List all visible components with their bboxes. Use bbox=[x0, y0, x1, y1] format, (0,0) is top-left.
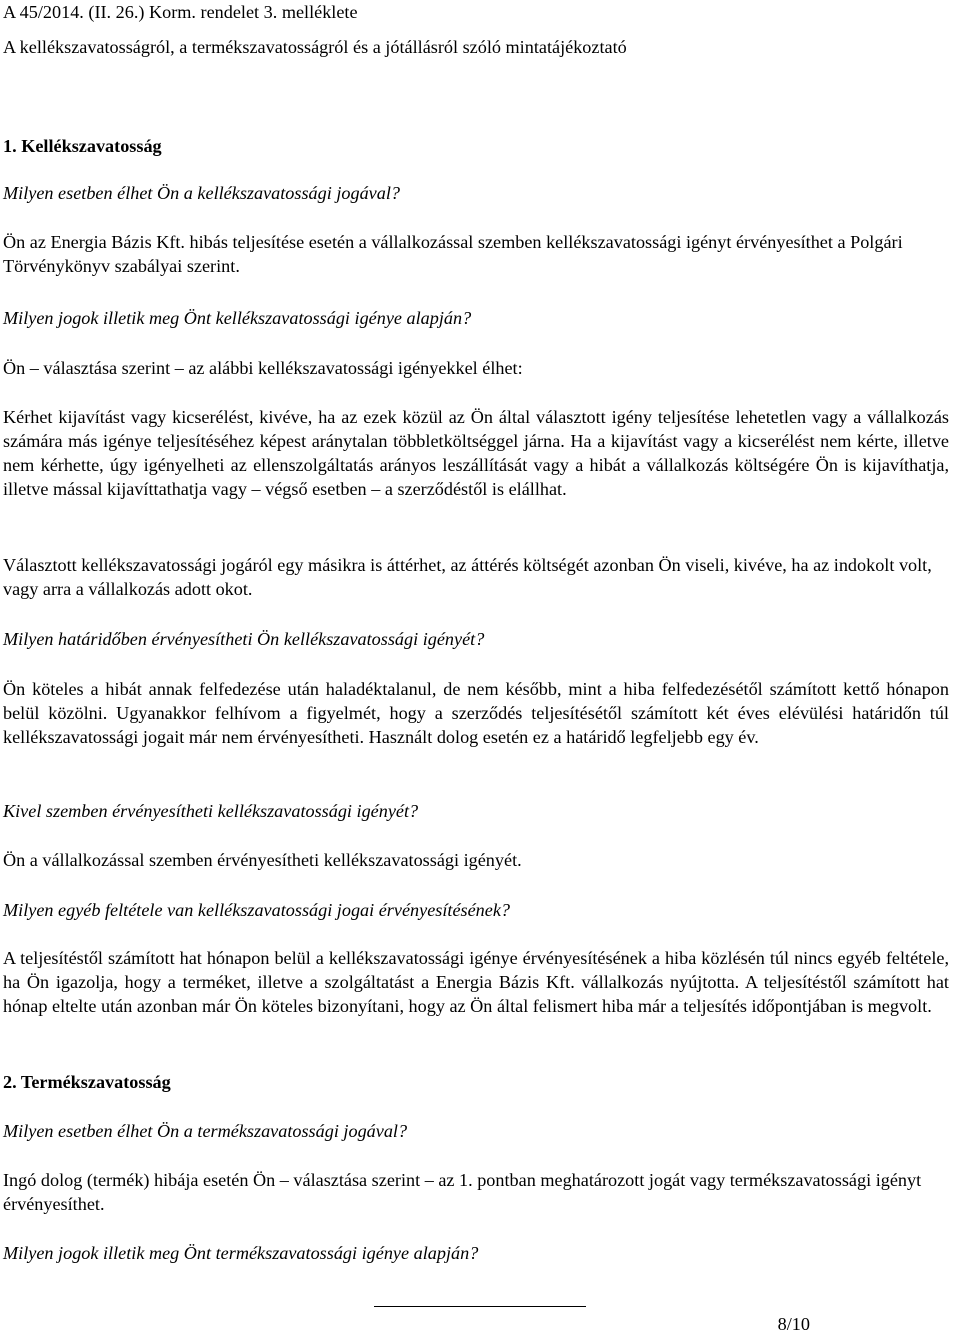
section-heading-termekszavatossag: 2. Termékszavatosság bbox=[3, 1072, 171, 1092]
answer-other-conditions: A teljesítéstől számított hat hónapon belül a kellékszavatossági igénye érvényesítésének a hiba közlésén túl nincs egyéb feltétele, ha Ön igazolja, hogy a terméket, illetve a szolgáltatást a Energia Bázis Kft. vállalkozás nyújtotta. A teljesítéstől számított hat hónap eltelte után azonban már Ön köteles bizonyítani, hogy az Ön által felismert hiba már a teljesítés időpontjában is megvolt. bbox=[3, 948, 949, 1016]
document-title: A kellékszavatosságról, a termékszavatosságról és a jótállásról szóló mintatájékoztató bbox=[3, 37, 627, 57]
answer-deadline: Ön köteles a hibát annak felfedezése után haladéktalanul, de nem később, mint a hiba felfedezésétől számított kettő hónapon belül közölni. Ugyanakkor felhívom a figyelmét, hogy a szerződés teljesítésétől számított két éves elévülési határidőn túl kellékszavatossági jogait már nem érvényesítheti. Használt dolog esetén ez a határidő legfeljebb egy év. bbox=[3, 679, 949, 747]
answer-when-right: Ön az Energia Bázis Kft. hibás teljesítése esetén a vállalkozással szemben kellékszavatossági igényt érvényesíthet a Polgári Törvénykönyv szabályai szerint. bbox=[3, 232, 903, 276]
page-number: 8/10 bbox=[777, 1314, 810, 1334]
regulation-reference: A 45/2014. (II. 26.) Korm. rendelet 3. melléklete bbox=[3, 2, 358, 22]
answer-rights-body: Kérhet kijavítást vagy kicserélést, kivéve, ha az ezek közül az Ön által választott igény teljesítése lehetetlen vagy a vállalkozás számára más igénye teljesítéséhez képest aránytalan többletköltséggel járna. Ha a kijavítást vagy a kicserélést nem kérte, illetve nem kérhette, úgy igényelheti az ellenszolgáltatás arányos leszállítását vagy a hibát a vállalkozás költségére Ön is kijavíthatja, illetve mással kijavíttathatja vagy – végső esetben – a szerződéstől is elállhat. bbox=[3, 407, 949, 499]
section-heading-kellekszavatossag: 1. Kellékszavatosság bbox=[3, 136, 162, 156]
answer-product-warranty-when: Ingó dolog (termék) hibája esetén Ön – választása szerint – az 1. pontban meghatározott jogát vagy termékszavatossági igényt érvényesíthet. bbox=[3, 1170, 922, 1214]
answer-against-whom: Ön a vállalkozással szemben érvényesítheti kellékszavatossági igényét. bbox=[3, 850, 522, 870]
question-other-conditions: Milyen egyéb feltétele van kellékszavatossági jogai érvényesítésének? bbox=[3, 900, 511, 920]
question-when-right: Milyen esetben élhet Ön a kellékszavatossági jogával? bbox=[3, 183, 400, 203]
question-product-warranty-rights: Milyen jogok illetik meg Önt termékszavatossági igénye alapján? bbox=[3, 1243, 479, 1263]
question-against-whom: Kivel szemben érvényesítheti kellékszavatossági igényét? bbox=[3, 801, 419, 821]
answer-rights-intro: Ön – választása szerint – az alábbi kellékszavatossági igényekkel élhet: bbox=[3, 358, 523, 378]
footer-divider bbox=[374, 1306, 586, 1307]
question-rights: Milyen jogok illetik meg Önt kellékszavatossági igénye alapján? bbox=[3, 308, 472, 328]
question-deadline: Milyen határidőben érvényesítheti Ön kellékszavatossági igényét? bbox=[3, 629, 485, 649]
question-product-warranty-when: Milyen esetben élhet Ön a termékszavatossági jogával? bbox=[3, 1121, 408, 1141]
answer-rights-switch: Választott kellékszavatossági jogáról egy másikra is áttérhet, az áttérés költségét azonban Ön viseli, kivéve, ha az indokolt volt, vagy arra a vállalkozás adott okot. bbox=[3, 555, 932, 599]
